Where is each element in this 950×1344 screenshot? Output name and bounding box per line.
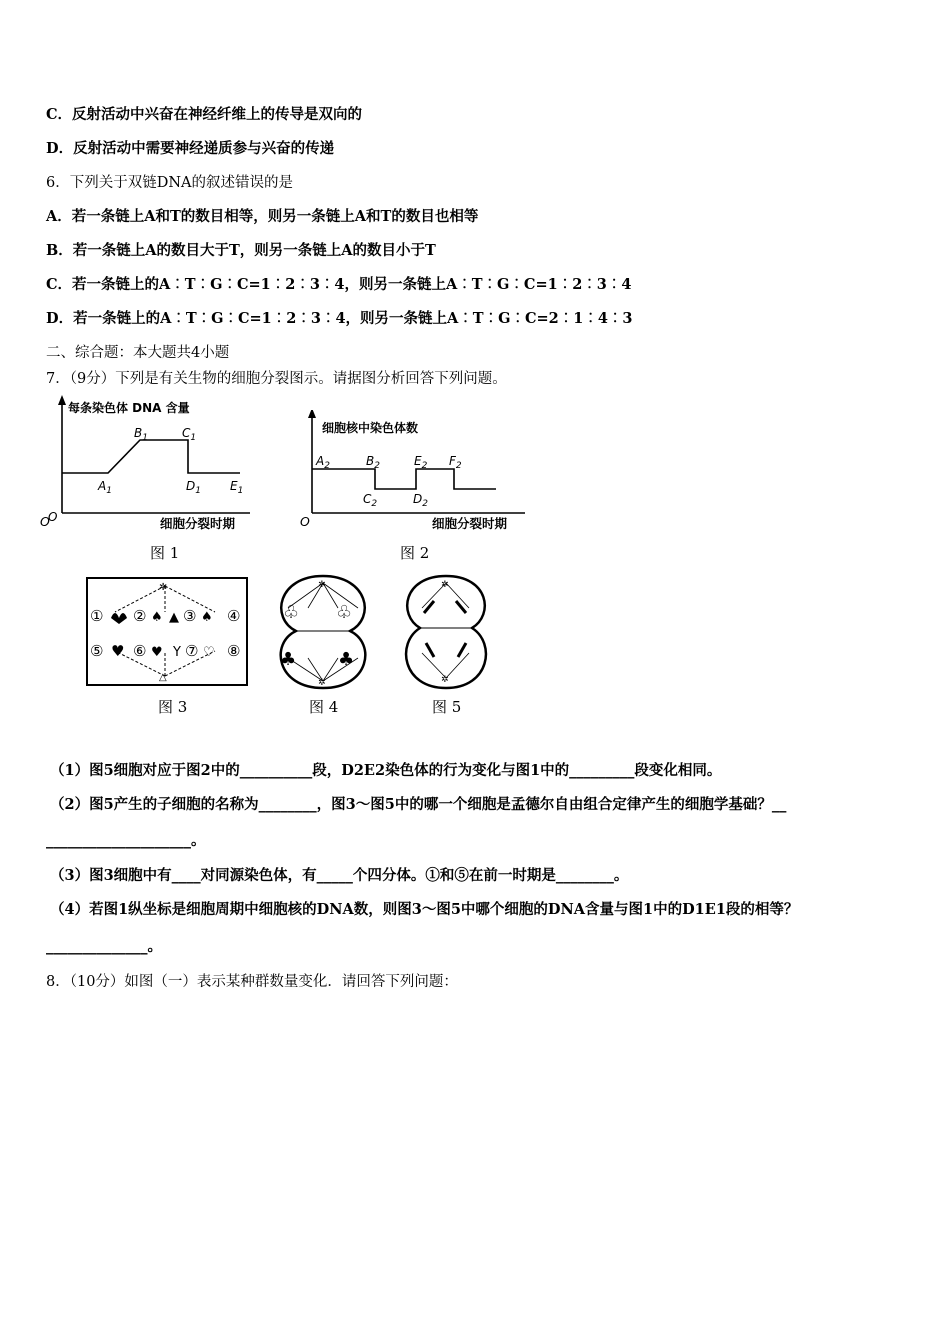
svg-text:△: △ bbox=[159, 672, 167, 683]
svg-text:✲: ✲ bbox=[318, 678, 326, 688]
fig3-label-2: ② bbox=[133, 607, 147, 625]
q7-part-1: （1）图5细胞对应于图2中的__________段，D2E2染色体的行为变化与图1中的_________段变化相同。 bbox=[50, 762, 722, 779]
fig2-point-c: $C_2$ bbox=[363, 492, 378, 509]
svg-text:♧: ♧ bbox=[283, 602, 300, 623]
q7-part-3: （3）图3细胞中有____对同源染色体，有_____个四分体。①和⑤在前一时期是________。 bbox=[50, 867, 629, 884]
svg-text:Y: Y bbox=[173, 645, 181, 660]
fig3-label-5: ⑤ bbox=[90, 642, 104, 660]
fig3-label-6: ⑥ bbox=[133, 642, 147, 660]
fig1-point-b: $B_1$ bbox=[134, 426, 148, 443]
figure-3-cell bbox=[85, 576, 250, 688]
figure-5-cell bbox=[394, 573, 499, 691]
fig2-caption: 图 2 bbox=[400, 544, 430, 562]
fig2-point-d: $D_2$ bbox=[413, 492, 428, 509]
q7-part-2a: （2）图5产生的子细胞的名称为________，图3～图5中的哪一个细胞是孟德尔自由组合定律产生的细胞学基础？__ bbox=[50, 796, 787, 813]
fig3-caption: 图 3 bbox=[158, 698, 188, 716]
option-b-dna: B．若一条链上A的数目大于T，则另一条链上A的数目小于T bbox=[46, 242, 436, 259]
svg-text:✲: ✲ bbox=[159, 582, 168, 593]
figure-4-cell bbox=[268, 573, 378, 691]
fig1-origin-label: O bbox=[40, 514, 50, 529]
fig3-label-7: ⑦ bbox=[185, 642, 199, 660]
fig3-label-1: ① bbox=[90, 607, 104, 625]
option-a-dna: A．若一条链上A和T的数目相等，则另一条链上A和T的数目也相等 bbox=[46, 208, 479, 225]
fig1-point-e: $E_1$ bbox=[230, 479, 244, 496]
fig2-point-e: $E_2$ bbox=[414, 454, 428, 471]
fig2-y-label: 细胞核中染色体数 bbox=[322, 421, 419, 435]
svg-text:✲: ✲ bbox=[441, 580, 449, 590]
question-8-stem: 8．（10分）如图（一）表示某种群数量变化．请回答下列问题： bbox=[46, 974, 458, 990]
fig3-label-8: ⑧ bbox=[227, 642, 241, 660]
svg-text:✲: ✲ bbox=[318, 580, 326, 590]
fig2-point-f: $F_2$ bbox=[449, 454, 462, 471]
fig2-point-a: $A_2$ bbox=[316, 454, 330, 471]
svg-text:♠: ♠ bbox=[201, 610, 213, 625]
question-6-stem: 6．下列关于双链DNA的叙述错误的是 bbox=[46, 175, 294, 191]
fig1-origin: O bbox=[48, 510, 58, 524]
option-d-reflex: D．反射活动中需要神经递质参与兴奋的传递 bbox=[46, 140, 335, 157]
option-c-reflex: C．反射活动中兴奋在神经纤维上的传导是双向的 bbox=[46, 106, 363, 123]
svg-text:♧: ♧ bbox=[336, 602, 353, 623]
svg-text:♡: ♡ bbox=[203, 645, 215, 660]
svg-text:♥: ♥ bbox=[151, 645, 163, 660]
svg-text:✲: ✲ bbox=[441, 675, 449, 685]
fig1-caption: 图 1 bbox=[150, 544, 180, 562]
fig3-label-3: ③ bbox=[183, 607, 197, 625]
option-c-dna: C．若一条链上的A︰T︰G︰C=1︰2︰3︰4，则另一条链上A︰T︰G︰C=1︰2︰3︰4 bbox=[46, 276, 632, 293]
fig2-x-label: 细胞分裂时期 bbox=[432, 516, 508, 531]
q7-part-4a: （4）若图1纵坐标是细胞周期中细胞核的DNA数，则图3～图5中哪个细胞的DNA含量与图1中的D1E1段的相等？ bbox=[50, 901, 799, 918]
svg-text:♠: ♠ bbox=[151, 610, 163, 625]
fig4-caption: 图 4 bbox=[309, 698, 339, 716]
fig2-origin: O bbox=[300, 514, 310, 529]
fig1-y-label: 每条染色体 DNA 含量 bbox=[68, 401, 190, 415]
option-d-dna: D．若一条链上的A︰T︰G︰C=1︰2︰3︰4，则另一条链上A︰T︰G︰C=2︰1︰4︰3 bbox=[46, 310, 633, 327]
fig1-x-label: 细胞分裂时期 bbox=[160, 516, 236, 531]
question-7-stem: 7．（9分）下列是有关生物的细胞分裂图示。请据图分析回答下列问题。 bbox=[46, 371, 507, 387]
q7-part-2b: ____________________。 bbox=[46, 832, 206, 849]
fig1-point-d: $D_1$ bbox=[186, 479, 201, 496]
fig1-point-c: $C_1$ bbox=[182, 426, 197, 443]
svg-text:▲: ▲ bbox=[169, 610, 179, 625]
q7-part-4b: ______________。 bbox=[46, 938, 162, 955]
section-heading: 二、综合题：本大题共4小题 bbox=[46, 345, 230, 361]
fig5-caption: 图 5 bbox=[432, 698, 462, 716]
fig2-point-b: $B_2$ bbox=[366, 454, 380, 471]
svg-text:♥: ♥ bbox=[111, 642, 125, 660]
fig3-label-4: ④ bbox=[227, 607, 241, 625]
fig1-point-a: $A_1$ bbox=[98, 479, 112, 496]
svg-text:♣: ♣ bbox=[338, 649, 355, 670]
svg-text:♣: ♣ bbox=[280, 649, 297, 670]
